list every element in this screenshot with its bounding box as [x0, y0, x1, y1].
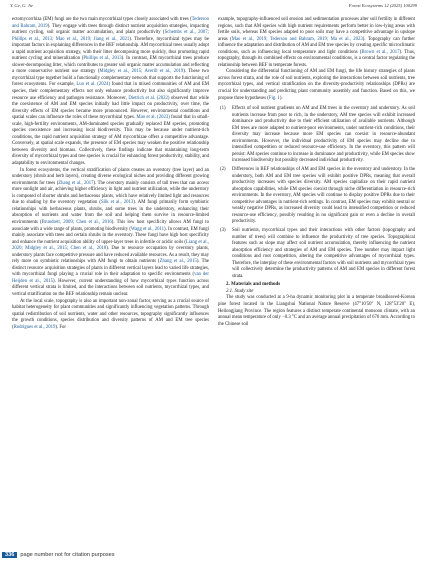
hypothesis-text: Soil nutrients, mycorrhizal types and their interactions with other factors (topography and number of trees) will combine to influence the productivity of tree species. Topographical features such as slope may affect soil nutrient accumulation, thereby influencing the nutrient absorption efficiency and strategies of AM and EM species. Tree number may impact light conditions and root competition, altering the competitive advantages of mycorrhizal types. Therefore, the interplay of these environmental factors with soil nutrients and mycorrhizal types will collectively determine the productivity patterns of AM and EM species in different forest strata. — [232, 227, 415, 279]
body-text: example, topography-influenced soil erosion and sedimentation processes alter soil fertility in different regions, such that AM species with high nutrient requirements perform better in low-lying areas with fertile soils, whereas EM species adapted to poor soils may have a competitive advantage in upslope areas ( — [218, 17, 415, 42]
body-text: At the local scale, topography is also an important non-zonal factor, serving as a crucial source of habitat heterogeneity for plant communities and significantly influencing vegetation patterns. Through spatial redistribution of soil nutrients, water and other resources, topography significantly influences the growth conditions, species distribution and diversity patterns of AM and EM tree species ( — [12, 298, 209, 330]
hypothesis-item — [218, 228, 415, 280]
citation-link[interactable]: Dietrich et al. (2022) — [128, 95, 170, 101]
citation-link[interactable]: van der Heijden et al., 2015 — [12, 272, 209, 284]
citation-link[interactable]: Brown et al., 2017 — [361, 49, 400, 55]
body-text: ). The distinct resource acquisition strategies of plants in different vertical layers lead to varied life strategies, with mycorrhizal fungi playing a crucial role in their adaptation to specific environments ( — [12, 259, 209, 278]
hypothesis-number: (1) — [220, 106, 226, 112]
paragraph — [12, 17, 209, 168]
body-text: ). Therefore, mycorrhizal types may be important factors in explaining differences in the BEF relationship. AM mycorrhizal trees usually adopt a rapid nutrient acquisition strategy, with their litter decomposing more quickly, thus promoting rapid nutrient cycling and mineralization ( — [12, 36, 209, 62]
citation-link[interactable]: Tedersoo and Bahram, 2019 — [12, 17, 209, 29]
hypothesis-text: Differences in BEF relationships of AM and EM species in the overstory and understory. In the understory, both AM and EM tree species will exhibit positive DPRs, meaning that overall productivity increases with species diversity. AM species capitalize on their rapid nutrient absorption capabilities, while EM species coexist through niche differentiation in resource-rich environments. In the overstory, AM species will continue to display positive DPRs due to their competitive advantages in nutrient-rich settings. In contrast, EM species may exhibit neutral or weakly negative DPRs, as increased diversity could lead to intensified competition or reduced resource-use efficiency, possibly resulting in no significant gain or even a decline in overall productivity. — [232, 167, 415, 225]
body-text: ). — [279, 95, 283, 101]
hypothesis-item — [218, 167, 415, 226]
citation-link[interactable]: Zhang et al., 2017 — [58, 180, 94, 186]
body-text: ). Topography can further influence the adaptation and distribution of AM and EM tree species by creating specific microclimatic conditions, such as influencing local temperature and light conditions ( — [218, 36, 415, 55]
body-text: ). Thus, topography, through its combined effects on environmental conditions, is a central factor regulating the relationship between BEF in temperate forests. — [218, 49, 415, 68]
citation-link[interactable]: Schembs et al., 2007; Phillips et al., 2013; Mao et al., 2019; Jiang et al., 2021 — [12, 30, 210, 42]
section-heading: 2. Materials and methods — [226, 282, 281, 288]
body-text: ). In contrast, EM mycorrhizal trees produce slower-decomposing litter, which contributes to greater soil organic matter accumulation and reflecting a more conservative nutrient use strategy ( — [12, 56, 209, 75]
body-text: ectomycorrhiza (EM) fungi are the two main mycorrhizal types closely associated with trees ( — [12, 17, 192, 22]
body-text: ). However, current understanding of how mycorrhizal types function across different vertical strata is limited, and the interactions between soil nutrients, mycorrhizal types, and vertical stratification on the BEF relationship remain unclear. — [12, 278, 209, 297]
subsection-heading: 2.1. Study site — [226, 288, 254, 294]
body-text: ). The overstory mainly consists of tall trees that can access more sunlight and air, achieving higher efficiency in light and nutrient utilization, while the understory is composed of shorter shrubs and herbaceous plants, which have relatively limited light and resources due to shading by the overstory vegetation ( — [12, 180, 209, 206]
body-text: In forest ecosystems, the vertical stratification of plants creates an overstory (tree layer) and an understory (shrub and herb layers), creating diverse ecological niches and providing different growing environments for trees ( — [12, 167, 209, 186]
header-authors: Y. Ge, G. Jie — [10, 3, 34, 8]
left-column — [12, 17, 209, 331]
paragraph: The study was conducted at a 9-ha dynamic monitoring plot in a temperate broadleaved-Korean pine forest located in the Liangshui National Nature Reserve (47°10′50″ N, 128°53′20″ E), Heilongjiang Province. The region features a distinct temperate continental monsoon climate, with an annual mean temperature of only −0.3 °C and an average annual precipitation of 676 mm. According to the Chinese soil — [218, 295, 415, 327]
paragraph — [218, 17, 415, 69]
paragraph — [12, 168, 209, 299]
citation-link[interactable]: Luo et al. (2024) — [76, 82, 110, 88]
body-text: observed that while the coexistence of AM and EM species initially had little impact on productivity, over time, the diversity effects of EM species became more pronounced. However, environmental conditions and spatial scales can influence the roles of these mycorrhizal types. — [12, 95, 209, 121]
page-footer — [2, 552, 115, 558]
citation-link[interactable]: Rodrigues et al., 2019 — [13, 324, 56, 330]
citation-link[interactable]: Mao et al. (2023) — [136, 115, 170, 121]
running-header — [10, 3, 417, 13]
body-text: ). For — [55, 324, 66, 330]
footer-note: page number not for citation purposes — [20, 552, 115, 558]
hypotheses-list — [218, 106, 415, 280]
body-text: Considering the differential functioning of AM and EM fungi, the life history strategies of plants across forest strata, and the role of soil nutrients, exploring the interactions between soil nutrients, tree mycorrhizal types, and vertical stratification on the diversity-productivity relationships (DPRs) are crucial for understanding and predicting plant community assembly and function. Based on this, we propose three hypotheses ( — [218, 69, 415, 101]
hypothesis-number: (2) — [220, 167, 226, 173]
body-text: ). Due to resource occupation by overstory plants, understory plants face competitive pressure and have reduced available resources. As a result, they may rely more on symbiotic relationships with AM fungi to obtain nutrients ( — [12, 246, 209, 265]
body-text: ). This low host specificity allows AM fungi to associate with a wide range of plants, promoting biodiversity ( — [12, 219, 209, 232]
citation-link[interactable]: Silk et al., 2013 — [100, 200, 134, 206]
header-journal-link[interactable]: Forest Ecosystems 12 (2025) 100299 — [348, 3, 417, 8]
citation-link[interactable]: Midgley et al., 2015; Averill et al., 2019 — [99, 69, 184, 75]
right-column — [218, 17, 415, 328]
page-number: 336 — [2, 552, 17, 558]
hypothesis-number: (3) — [220, 227, 226, 233]
hypothesis-item — [218, 106, 415, 165]
body-text: found that in small-scale, high-fertility environments, AM-dominated species gradually replaced EM species, promoting species coexistence and increasing local biodiversity. This may be because under nutrient-rich conditions, the rapid nutrient acquisition strategy of AM mycorrhizae offers a competitive advantage. Conversely, at spatial scale expands, the presence of EM species may weaken the positive relationship between diversity and biomass. Collectively, these findings indicate that maintaining long-term diversity of mycorrhizal types and tree species is crucial for enhancing forest productivity, stability, and adaptability to environmental changes. — [12, 115, 209, 167]
citation-link[interactable]: Liang et al., 2020; Midgley et al., 2015; Chen et al., 2018 — [12, 239, 210, 252]
paragraph — [218, 69, 415, 102]
citation-link[interactable]: Wagg et al., 2011 — [130, 226, 165, 232]
body-text: ). These two mycorrhizal type together build a functionally complementary network that supports the functioning of forest ecosystems. For example, — [12, 69, 209, 88]
citation-link[interactable]: Brundrett, 2009; Chen et al., 2016 — [41, 219, 112, 225]
citation-link[interactable]: Zhang et al., 2015 — [159, 259, 197, 265]
citation-link[interactable]: Mao et al., 2019; Tedersoo and Bahram, 2019; Ma et al., 2023 — [231, 36, 363, 42]
body-text: ). They engage with trees through distinct nutrient acquisition strategies, impacting nutrient cycling, soil organic matter accumulation, and plant productivity ( — [12, 23, 209, 36]
hypothesis-text: Effects of soil nutrient gradients on AM and EM trees in the overstory and understory. As soil nutrients increase from poor to rich, in the understory, AM tree species will exhibit increased dominance and productivity due to their efficient utilization of available nutrients. Although EM trees are more adapted to nutrient-poor environments, under nutrient-rich conditions, their diversity may increase because more EM species can coexist in resource-abundant environments. However, the individual productivity of EM species may decline due to intensified competition or reduced resource-use efficiency. In the overstory, this pattern will persist: AM species continue to increase in dominance and productivity, while EM species show increased biodiversity but possibly decreased individual productivity. — [232, 106, 415, 164]
body-text: ). AM fungi primarily form symbiotic relationships with herbaceous plants, shrubs, and some trees in the understory, enhancing their absorption of nutrients and water from the soil and helping them survive in resource-limited environments ( — [12, 200, 209, 225]
citation-link[interactable]: Fig. 1 — [268, 95, 280, 101]
body-text: ). In contrast, EM fungi mainly associate with trees and certain shrubs in the overstory. These fungi have high host specificity and enhance the nutrient acquisition ability of upper-layer trees in infertile or acidic soils ( — [12, 226, 209, 245]
body-text: found that in mixed communities of AM and EM species, their complementary effects not only enhance productivity but also significantly improve resource use efficiency and pathogen resistance. Moreover, — [12, 82, 209, 101]
paragraph — [12, 299, 209, 332]
citation-link[interactable]: Phillips et al., 2013 — [83, 56, 122, 62]
